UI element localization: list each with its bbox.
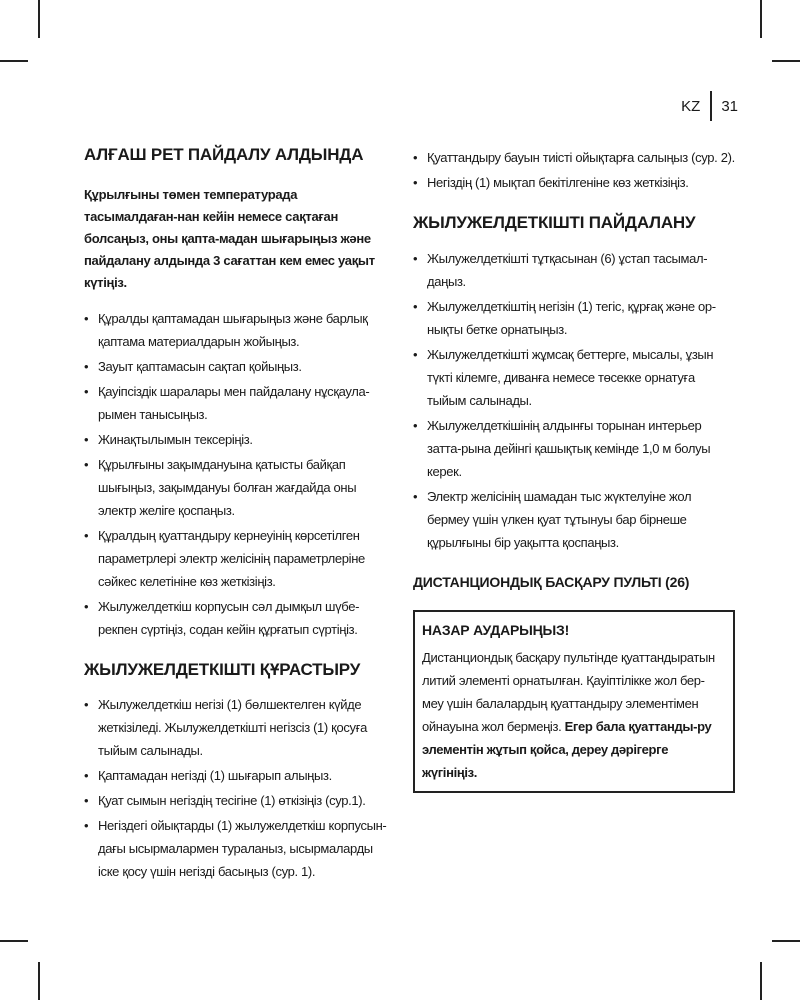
- section-title-assembly: ЖЫЛУЖЕЛДЕТКІШТІ ҚҰРАСТЫРУ: [84, 660, 361, 679]
- list-item: • Жылужелдеткіштің негізін (1) тегіс, құрғақ және ор-нықты бетке орнатыңыз.: [413, 295, 735, 341]
- crop-mark: [38, 962, 40, 1000]
- crop-mark: [772, 940, 800, 942]
- language-code: KZ: [681, 97, 701, 115]
- list-item: • Жылужелдеткіш негізі (1) бөлшектелген күйде жеткізіледі. Жылужелдеткішті негізсіз (1) қосуға тыйым салынады.: [84, 693, 390, 762]
- list-item: • Құралды қаптамадан шығарыңыз және барлық қаптама материалдарын жойыңыз.: [84, 307, 390, 353]
- warning-body: Дистанциондық басқару пультінде қуаттандыратын литий элементі орнатылған. Қауіптілікке жол бер-меу үшін балалардың қуаттандыру элементімен ойнауына жол бермеңіз.: [422, 650, 715, 734]
- list-item: • Қаптамадан негізді (1) шығарып алыңыз.: [84, 764, 390, 787]
- list-item: • Электр желісінің шамадан тыс жүктелуіне жол бермеу үшін үлкен қуат тұтынуы бар бірнеше құрылғыны бір уақытта қоспаңыз.: [413, 485, 735, 554]
- list-item: • Жылужелдеткіш корпусын сәл дымқыл шүбе-рекпен сүртіңіз, содан кейін құрғатып сүртіңіз.: [84, 595, 390, 641]
- header-divider: [710, 91, 712, 121]
- list-item: • Жылужелдеткішінің алдынғы торынан интерьер затта-рына дейінгі қашықтық кемінде 1,0 м болуы керек.: [413, 414, 735, 483]
- list-item: • Негіздегі ойықтарды (1) жылужелдеткіш корпусын-дағы ысырмалармен тураланыз, ысырмаларды іске қосу үшін негізді басыңыз (сур. 1).: [84, 814, 390, 883]
- page-header: [681, 91, 738, 121]
- crop-mark: [760, 0, 762, 38]
- warning-emphasis: Егер бала қуаттанды-ру элементін жұтып қойса, дереу дәрігерге жүгініңіз.: [422, 719, 712, 780]
- intro-paragraph: Құрылғыны төмен температурада тасымалдаған-нан кейін немесе сақтаған болсаңыз, оны қапта-мадан шығарыңыз және пайдалану алдында 3 сағаттан кем емес уақыт күтіңіз.: [84, 187, 375, 290]
- warning-text: [422, 646, 726, 784]
- list-item: • Жинақтылымын тексеріңіз.: [84, 428, 390, 451]
- list-item: • Құрылғыны зақымдануына қатысты байқап шығыңыз, зақымдануы болған жағдайда оны электр желіге қоспаңыз.: [84, 453, 390, 522]
- list-item: • Қауіпсіздік шаралары мен пайдалану нұсқаула-рымен танысыңыз.: [84, 380, 390, 426]
- left-column: [84, 144, 390, 885]
- usage-list: [413, 247, 735, 554]
- right-column: [413, 146, 735, 793]
- crop-mark: [0, 60, 28, 62]
- section-title-usage: ЖЫЛУЖЕЛДЕТКІШТІ ПАЙДАЛАНУ: [413, 213, 696, 232]
- section-title-before-first-use: АЛҒАШ РЕТ ПАЙДАЛУ АЛДЫНДА: [84, 145, 364, 164]
- crop-mark: [0, 940, 28, 942]
- list-item: • Қуаттандыру бауын тиісті ойықтарға салыңыз (сур. 2).: [413, 146, 735, 169]
- list-item: • Негіздің (1) мықтап бекітілгеніне көз жеткізіңіз.: [413, 171, 735, 194]
- page-number: 31: [721, 97, 738, 115]
- crop-mark: [38, 0, 40, 38]
- list-item: • Қуат сымын негіздің тесігіне (1) өткізіңіз (сур.1).: [84, 789, 390, 812]
- assembly-list-continued: [413, 146, 735, 194]
- section-title-remote-control: ДИСТАНЦИОНДЫҚ БАСҚАРУ ПУЛЬТІ (26): [413, 574, 690, 590]
- list-item: • Жылужелдеткішті тұтқасынан (6) ұстап тасымал-даңыз.: [413, 247, 735, 293]
- list-item: • Құралдың қуаттандыру кернеуінің көрсетілген параметрлері электр желісінің параметрлеріне сәйкес келетініне көз жеткізіңіз.: [84, 524, 390, 593]
- first-use-list: [84, 307, 390, 641]
- crop-mark: [760, 962, 762, 1000]
- warning-box: [413, 610, 735, 793]
- list-item: • Жылужелдеткішті жұмсақ беттерге, мысалы, ұзын түкті кілемге, диванға немесе төсекке орнатуға тыйым салынады.: [413, 343, 735, 412]
- assembly-list: [84, 693, 390, 883]
- warning-title: НАЗАР АУДАРЫҢЫЗ!: [422, 622, 570, 638]
- list-item: • Зауыт қаптамасын сақтап қойыңыз.: [84, 355, 390, 378]
- crop-mark: [772, 60, 800, 62]
